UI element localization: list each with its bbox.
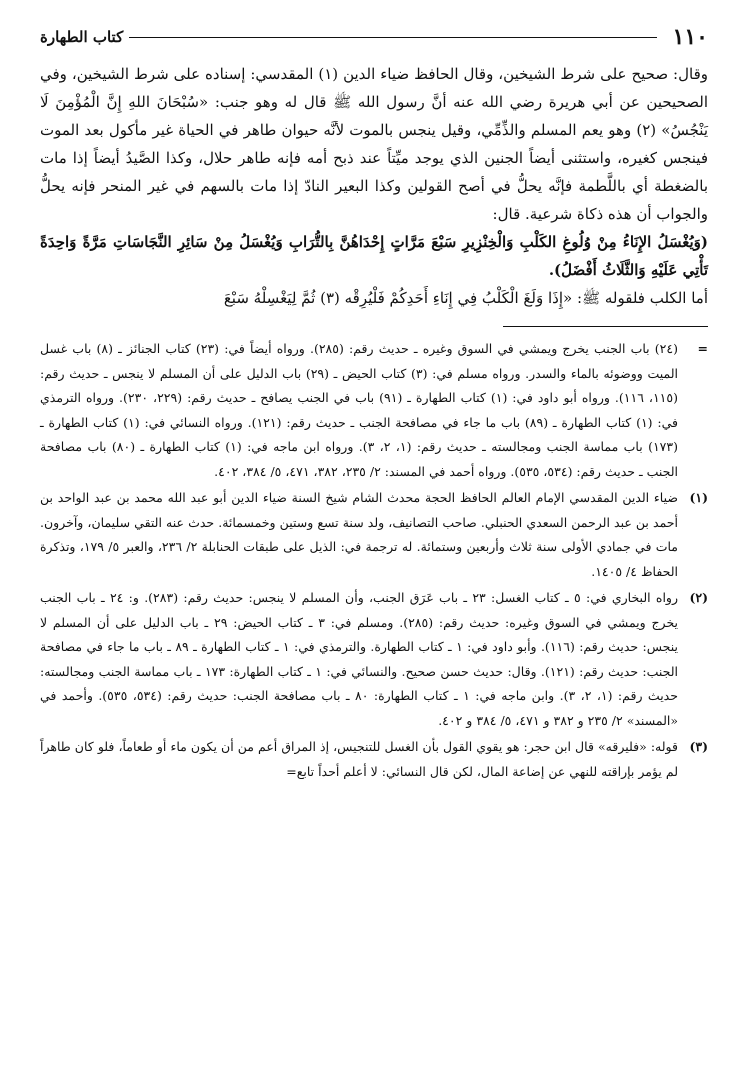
main-text <box>40 60 708 312</box>
footnotes <box>40 337 708 784</box>
footnote-continuation-mark: = <box>697 341 708 356</box>
footnote-2 <box>40 586 708 733</box>
chapter-title: كتاب الطهارة <box>40 28 124 46</box>
page-number: ١١٠ <box>672 24 708 50</box>
footnote-3-mark: (٣) <box>689 739 708 754</box>
footnote-continuation <box>40 337 708 484</box>
footnote-1-mark: (١) <box>689 490 708 505</box>
footnote-2-text: رواه البخاري في: ٥ ـ كتاب الغسل: ٢٣ ـ باب عَرَق الجنب، وأن المسلم لا ينجس: حديث رقم: (٢٨٣). و: ٢٤ ـ باب الجنب يخرج ويمشي في السوق وغيره: حديث رقم: (٢٨٥). ومسلم في: ٣ ـ كتاب الحيض: ٢٩ ـ باب الدليل على أن المسلم لا ينجس: حديث رقم: (١١٦). وأبو داود في: ١ ـ كتاب الطهارة. والترمذي في: ١ ـ كتاب الطهارة ـ ٨٩ ـ باب ما جاء في مصافحة الجنب: حديث رقم: (١٢١). وقال: حديث حسن صحيح. والنسائي في: ١ ـ كتاب الطهارة: ١٧٣ ـ باب مماسة الجنب ومجالسته: حديث رقم: (١، ٢، ٣). وابن ماجه في: ١ ـ كتاب الطهارة: ٨٠ ـ باب مصافحة الجنب: حديث رقم: (٥٣٤، ٥٣٥). وأحمد في «المسند» ٢/ ٢٣٥ و ٣٨٢ و ٤٧١، ٥/ ٣٨٤ و ٤٠٢. <box>40 590 678 728</box>
footnote-3-text: قوله: «فليرقه» قال ابن حجر: هو يقوي القول بأن الغسل للتنجيس، إذ المراق أعم من أن يكون ماء أو طعاماً، فلو كان طاهراً لم يؤمر بإراقته للنهي عن إضاعة المال، لكن قال النسائي: لا أعلم أحداً تابع= <box>40 739 678 779</box>
footnote-continuation-text: (٢٤) باب الجنب يخرج ويمشي في السوق وغيره ـ حديث رقم: (٢٨٥). ورواه أيضاً في: (٢٣) كتاب الجنائز ـ (٨) باب غسل الميت ووضوئه بالماء والسدر. ورواه مسلم في: (٣) كتاب الحيض ـ (٢٩) باب الدليل على أن المسلم لا ينجس ـ حديث رقم: (١١٥، ١١٦). ورواه أبو داود في: (١) كتاب الطهارة ـ (٩١) باب في الجنب يصافح ـ حديث رقم: (٢٢٩، ٢٣٠). ورواه الترمذي في: (١) كتاب الطهارة ـ (٨٩) باب ما جاء في مصافحة الجنب ـ حديث رقم: (١٢١). ورواه النسائي في: (١) كتاب الطهارة ـ (١٧٣) باب مماسة الجنب ومجالسته ـ حديث رقم: (١، ٢، ٣). ورواه ابن ماجه في: (١) كتاب الطهارة ـ (٨٠) باب مصافحة الجنب ـ حديث رقم: (٥٣٤، ٥٣٥). ورواه أحمد في المسند: ٢/ ٢٣٥، ٣٨٢، ٤٧١، ٥/ ٣٨٤، ٤٠٢. <box>40 341 679 479</box>
main-paragraph-1: وقال: صحيح على شرط الشيخين، وقال الحافظ ضياء الدين (١) المقدسي: إسناده على شرط الشيخين، وفي الصحيحين عن أبي هريرة رضي الله عنه أنَّ رسول الله ﷺ قال له وهو جنب: «سُبْحَانَ اللهِ إِنَّ الْمُؤْمِنَ لَا يَنْجُسُ» (٢) وهو يعم المسلم والذِّمِّي، وقيل ينجس بالموت لأنَّه حيوان طاهر في الحياة غير مأكول بعد الموت فينجس كغيره، واستثنى أيضاً الجنين الذي يوجد ميِّتاً عند ذبح أمه فإنه طاهر حلال، وكذا الصَّيدُ أيضاً إذا مات بالضغطة أي باللَّطمة فإنَّه يحلُّ في أصح القولين وكذا البعير النادّ إذا مات بالسهم في غير المنحر فإنه يحلُّ والجواب أن هذه ذكاة شرعية. قال: <box>40 65 708 223</box>
header-rule <box>129 37 656 38</box>
footnote-1-text: ضياء الدين المقدسي الإمام العالم الحافظ الحجة محدث الشام شيخ السنة ضياء الدين أبو عبد الله محمد بن عبد الواحد بن أحمد بن عبد الرحمن السعدي الحنبلي. صاحب التصانيف، ولد سنة تسع وستين وخمسمائة. حدث عنه التقي سليمان، وآخرون. مات في جمادي الأولى سنة ثلاث وأربعين وستمائة. له ترجمة في: الذيل على طبقات الحنابلة ٢/ ٢٣٦، والعبر ٥/ ١٧٩، وتذكرة الحفاظ ٤/ ١٤٠٥. <box>40 490 679 579</box>
footnote-separator <box>503 326 708 327</box>
matn-verse: (وَيُغْسَلُ الإِنَاءُ مِنْ وُلُوغِ الكَلْبِ وَالْخِنْزِيرِ سَبْعَ مَرَّاتٍ إِحْدَاهُنَّ بِالتُّرَابِ وَيُغْسَلُ مِنْ سَائِرِ النَّجَاسَاتِ مَرَّةً وَاحِدَةً تَأْتِي عَلَيْهِ وَالثَّلَاثُ أَفْضَلُ). <box>40 233 708 279</box>
main-paragraph-2: أما الكلب فلقوله ﷺ: «إِذَا وَلَغَ الْكَلْبُ فِي إِنَاءِ أَحَدِكُمْ فَلْيُرِقْه (٣) ثُمَّ لِيَغْسِلْهُ سَبْعَ <box>223 289 708 307</box>
running-header <box>40 20 708 54</box>
footnote-2-mark: (٢) <box>689 590 708 605</box>
footnote-3 <box>40 735 708 784</box>
footnote-1 <box>40 486 708 584</box>
